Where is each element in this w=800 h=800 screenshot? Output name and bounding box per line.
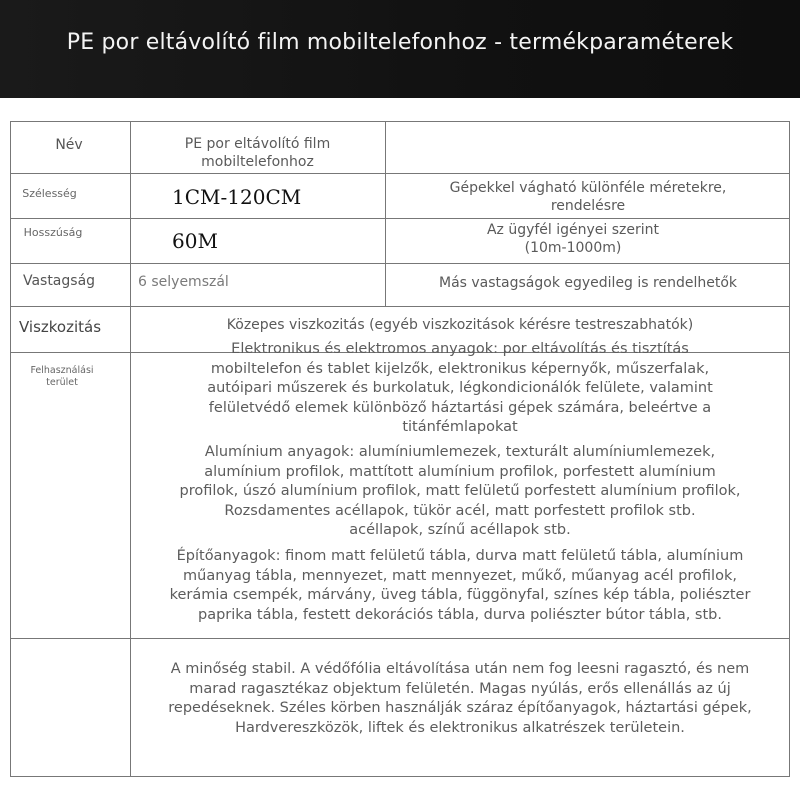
application-electronics: Elektronikus és elektromos anyagok: por eltávolítás és tisztítás mobiltelefon és tablet kijelzők, elektronikus képernyők, műszerfalak, autóipari műszerek és burkolatuk, légkondicionálók felülete, valamint felületvédő elemek különböző háztartási gépek számára, beleértve a titánfémlapokat (207, 341, 713, 435)
row-divider (11, 306, 789, 307)
application-building: Építőanyagok: finom matt felületű tábla, durva matt felületű tábla, alumínium műanyag tábla, mennyezet, matt mennyezet, műkő, műanyag acél profilok, kerámia csempék, márvány, üveg tábla, függönyfal, színes kép tábla, poliészter paprika tábla, festett dekorációs tábla, durva poliészter bútor tábla, stb. (169, 548, 751, 623)
note-length: Az ügyfél igényei szerint (10m-1000m) (486, 222, 660, 256)
label-length: Hosszúság (23, 226, 83, 239)
row-divider (11, 173, 789, 174)
row-divider (11, 218, 789, 219)
label-name: Név (55, 137, 83, 153)
value-length: 60M (172, 229, 218, 253)
row-divider (11, 638, 789, 639)
value-thickness: 6 selyemszál (138, 274, 229, 290)
label-viscosity: Viszkozitás (18, 318, 102, 336)
header-banner (0, 0, 800, 98)
page-title: PE por eltávolító film mobiltelefonhoz - termékparaméterek (66, 30, 734, 55)
label-application: Felhasználási terület (30, 365, 94, 388)
value-width: 1CM-120CM (172, 185, 302, 209)
features-text: A minőség stabil. A védőfólia eltávolítása után nem fog leesni ragasztó, és nem marad ragasztékaz objektum felületén. Magas nyúlás, erős ellenállás az új repedéseknek. Széles körben használják száraz építőanyagok, háztartási gépek, Hardvereszközök, liftek és elektronikus alkatrészek területein. (168, 661, 752, 736)
label-width: Szélesség (22, 187, 77, 200)
value-name: PE por eltávolító film mobiltelefonhoz (184, 136, 331, 170)
label-thickness: Vastagság (22, 273, 96, 289)
application-aluminium: Alumínium anyagok: alumíniumlemezek, texturált alumíniumlemezek, alumínium profilok, mattított alumínium profilok, porfestett alumínium profilok, úszó alumínium profilok, matt felületű porfestett alumínium profilok, Rozsdamentes acéllapok, tükör acél, matt porfestett profilok stb. acéllapok, színű acéllapok stb. (179, 444, 741, 538)
note-width: Gépekkel vágható különféle méretekre, rendelésre (449, 180, 727, 214)
row-divider (11, 263, 789, 264)
note-thickness: Más vastagságok egyedileg is rendelhetők (438, 275, 738, 291)
value-viscosity: Közepes viszkozitás (egyéb viszkozitások kérésre testreszabhatók) (226, 317, 694, 333)
